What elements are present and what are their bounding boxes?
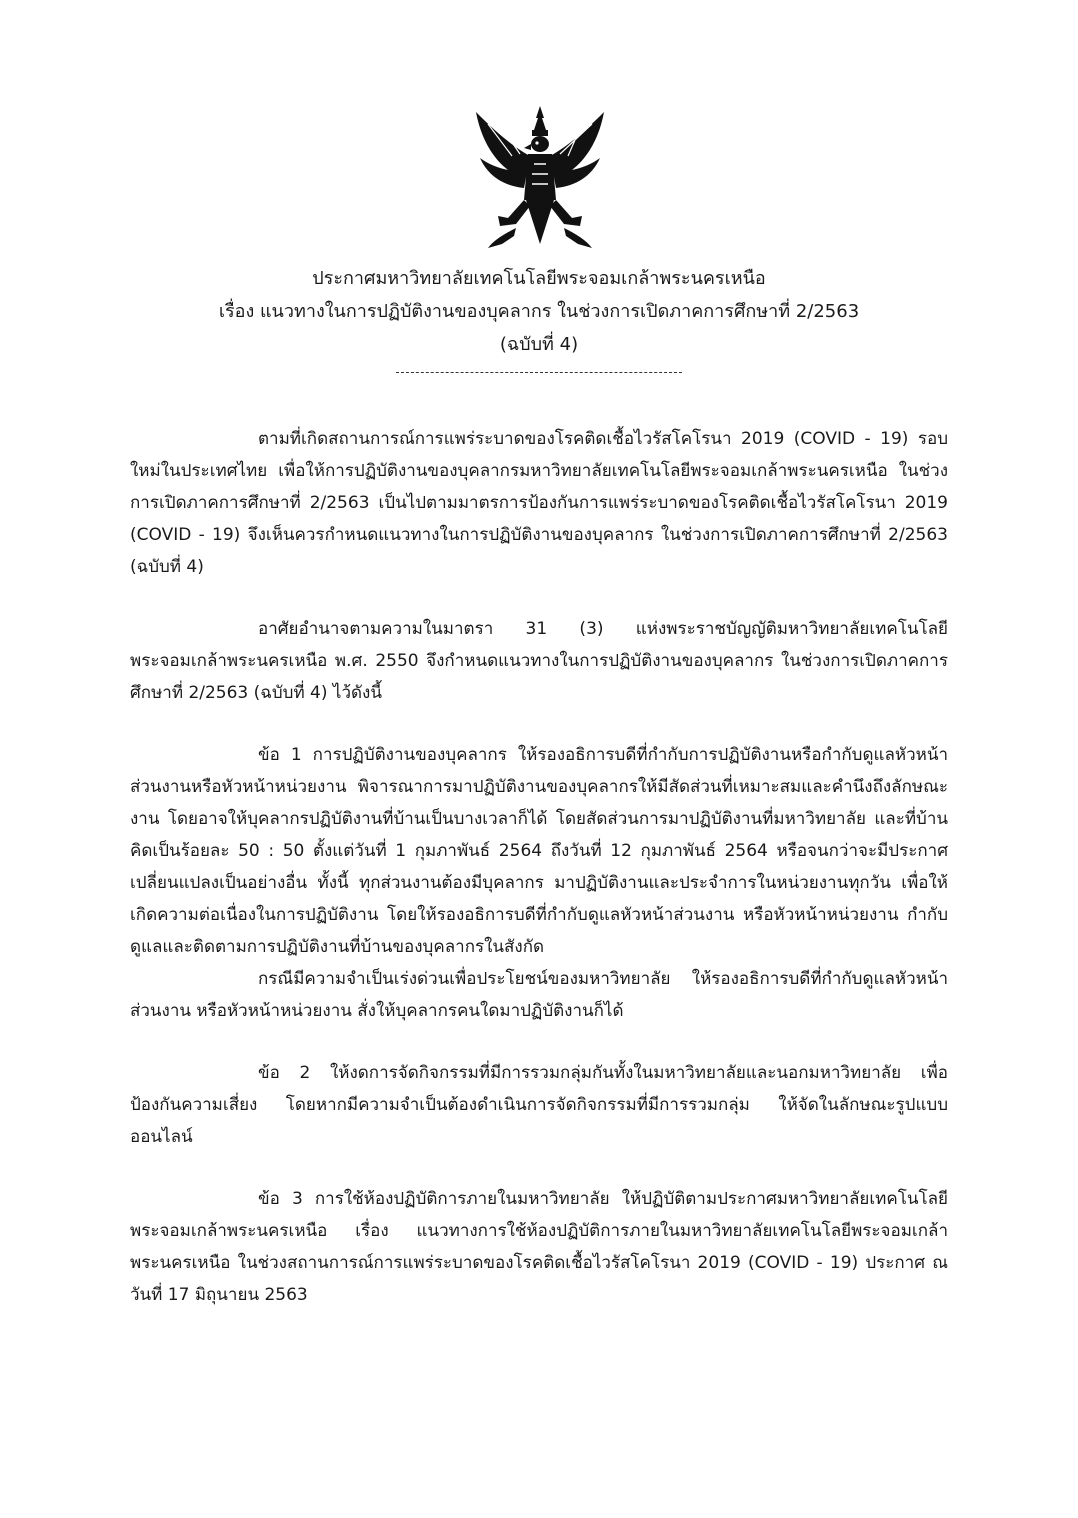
authority-paragraph: อาศัยอำนาจตามความในมาตรา 31 (3) แห่งพระราชบัญญัติมหาวิทยาลัยเทคโนโลยีพระจอมเกล้าพระนครเหนือ พ.ศ. 2550 จึงกำหนดแนวทางในการปฏิบัติงานของบุคลากร ในช่วงการเปิดภาคการศึกษาที่ 2/2563 (ฉบับที่ 4) ไว้ดังนี้ bbox=[130, 619, 948, 703]
clause-2: ข้อ 2 ให้งดการจัดกิจกรรมที่มีการรวมกลุ่มกันทั้งในมหาวิทยาลัยและนอกมหาวิทยาลัย เพื่อป้องกันความเสี่ยง โดยหากมีความจำเป็นต้องดำเนินการจัดกิจกรรมที่มีการรวมกลุ่ม ให้จัดในลักษณะรูปแบบออนไลน์ bbox=[130, 1063, 948, 1147]
document-heading bbox=[0, 262, 1078, 361]
announcement-issue-number: (ฉบับที่ 4) bbox=[499, 334, 579, 355]
heading-divider bbox=[396, 372, 682, 373]
announcement-title: ประกาศมหาวิทยาลัยเทคโนโลยีพระจอมเกล้าพระนครเหนือ bbox=[312, 268, 766, 289]
clause-1: ข้อ 1 การปฏิบัติงานของบุคลากร ให้รองอธิการบดีที่กำกับการปฏิบัติงานหรือกำกับดูแลหัวหน้าส่วนงานหรือหัวหน้าหน่วยงาน พิจารณาการมาปฏิบัติงานของบุคลากรให้มีสัดส่วนที่เหมาะสมและคำนึงถึงลักษณะงาน โดยอาจให้บุคลากรปฏิบัติงานที่บ้านเป็นบางเวลาก็ได้ โดยสัดส่วนการมาปฏิบัติงานที่มหาวิทยาลัย และที่บ้าน คิดเป็นร้อยละ 50 : 50 ตั้งแต่วันที่ 1 กุมภาพันธ์ 2564 ถึงวันที่ 12 กุมภาพันธ์ 2564 หรือจนกว่าจะมีประกาศเปลี่ยนแปลงเป็นอย่างอื่น ทั้งนี้ ทุกส่วนงานต้องมีบุคลากร มาปฏิบัติงานและประจำการในหน่วยงานทุกวัน เพื่อให้เกิดความต่อเนื่องในการปฏิบัติงาน โดยให้รองอธิการบดีที่กำกับดูแลหัวหน้าส่วนงาน หรือหัวหน้าหน่วยงาน กำกับดูแลและติดตามการปฏิบัติงานที่บ้านของบุคลากรในสังกัด bbox=[130, 745, 948, 957]
announcement-subject: เรื่อง แนวทางในการปฏิบัติงานของบุคลากร ในช่วงการเปิดภาคการศึกษาที่ 2/2563 bbox=[218, 301, 860, 322]
garuda-emblem-icon bbox=[468, 104, 612, 250]
preamble-paragraph: ตามที่เกิดสถานการณ์การแพร่ระบาดของโรคติดเชื้อไวรัสโคโรนา 2019 (COVID - 19) รอบใหม่ในประเทศไทย เพื่อให้การปฏิบัติงานของบุคลากรมหาวิทยาลัยเทคโนโลยีพระจอมเกล้าพระนครเหนือ ในช่วงการเปิดภาคการศึกษาที่ 2/2563 เป็นไปตามมาตรการป้องกันการแพร่ระบาดของโรคติดเชื้อไวรัสโคโรนา 2019 (COVID - 19) จึงเห็นควรกำหนดแนวทางในการปฏิบัติงานของบุคลากร ในช่วงการเปิดภาคการศึกษาที่ 2/2563 (ฉบับที่ 4) bbox=[130, 429, 948, 577]
clause-1-continuation: กรณีมีความจำเป็นเร่งด่วนเพื่อประโยชน์ของมหาวิทยาลัย ให้รองอธิการบดีที่กำกับดูแลหัวหน้าส่วนงาน หรือหัวหน้าหน่วยงาน สั่งให้บุคลากรคนใดมาปฏิบัติงานก็ได้ bbox=[130, 969, 948, 1021]
clause-3: ข้อ 3 การใช้ห้องปฏิบัติการภายในมหาวิทยาลัย ให้ปฏิบัติตามประกาศมหาวิทยาลัยเทคโนโลยีพระจอมเกล้าพระนครเหนือ เรื่อง แนวทางการใช้ห้องปฏิบัติการภายในมหาวิทยาลัยเทคโนโลยีพระจอมเกล้าพระนครเหนือ ในช่วงสถานการณ์การแพร่ระบาดของโรคติดเชื้อไวรัสโคโรนา 2019 (COVID - 19) ประกาศ ณ วันที่ 17 มิถุนายน 2563 bbox=[130, 1189, 948, 1305]
document-body bbox=[130, 423, 948, 1311]
